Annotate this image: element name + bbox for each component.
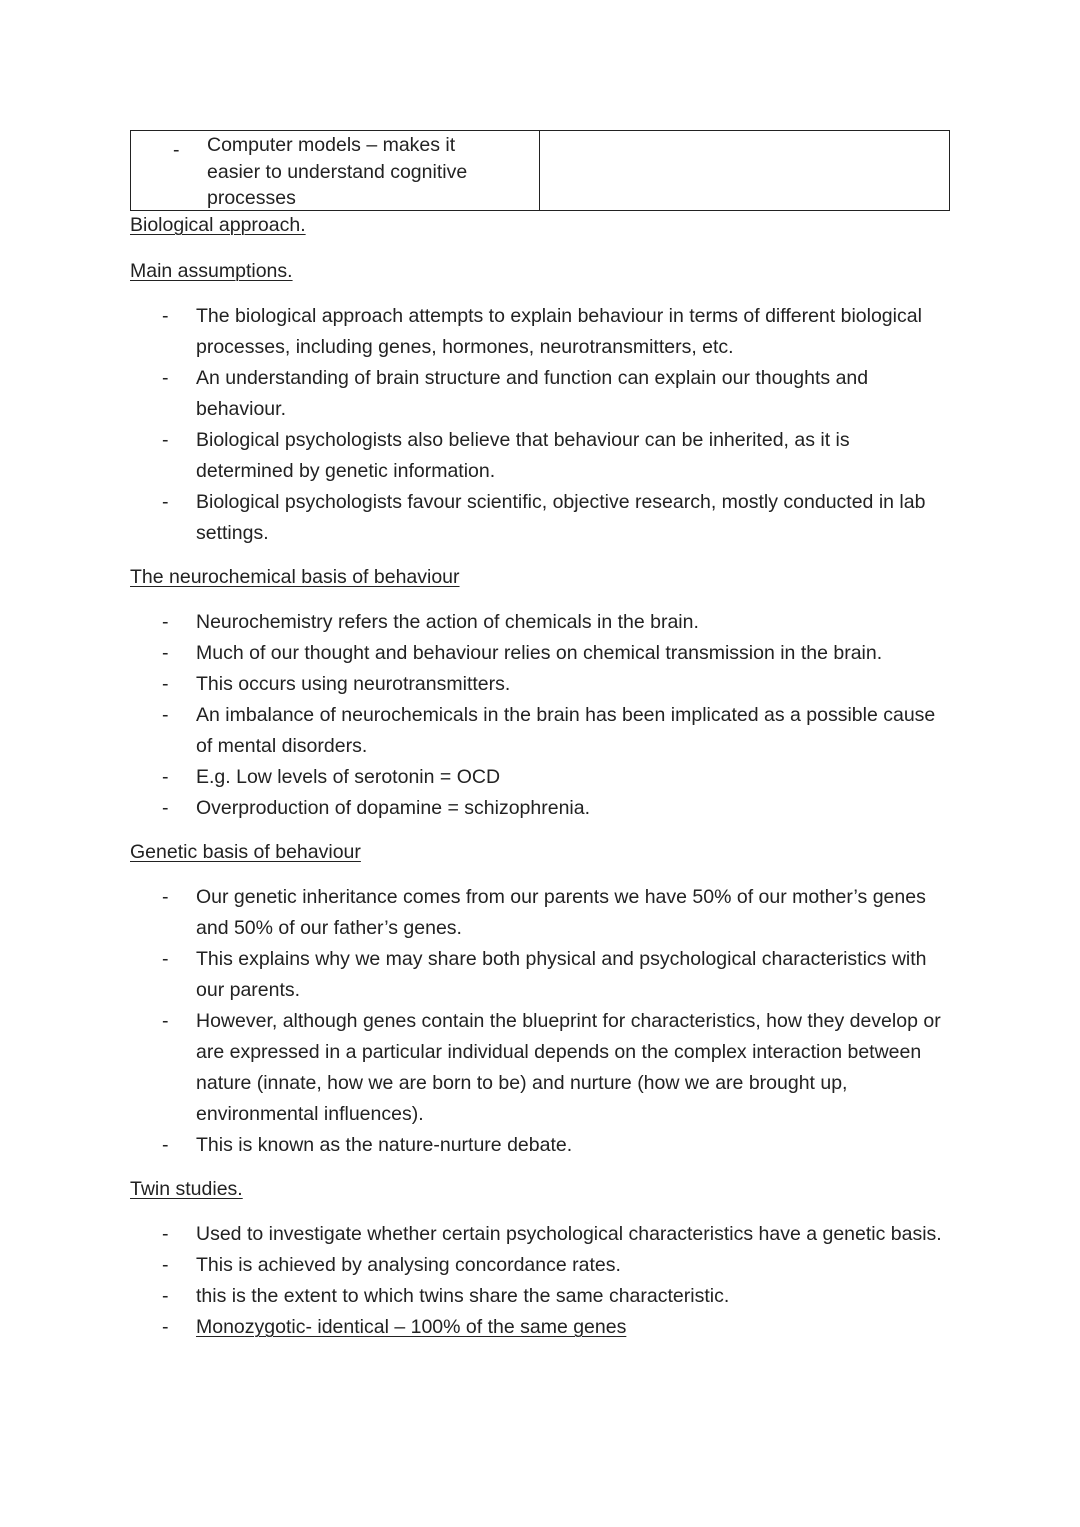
bullet-dash: -	[162, 704, 169, 726]
list-item-text: An understanding of brain structure and function can explain our thoughts and behaviour.	[196, 367, 869, 420]
bullet-dash: -	[162, 1223, 169, 1245]
twin-studies-list	[0, 1219, 1080, 1343]
list-item-text: Used to investigate whether certain psychological characteristics have a genetic basis.	[196, 1223, 942, 1245]
list-item-text: The biological approach attempts to explain behaviour in terms of different biological processes, including genes, hormones, neurotransmitters, etc.	[196, 305, 922, 358]
list-item	[0, 762, 1080, 793]
bullet-dash: -	[162, 766, 169, 788]
bullet-dash: -	[162, 305, 169, 327]
table-cell-right	[540, 131, 949, 210]
bullet-dash: -	[162, 429, 169, 451]
list-item-text: This is known as the nature-nurture debate.	[196, 1134, 573, 1156]
list-item-text: this is the extent to which twins share the same characteristic.	[196, 1285, 730, 1307]
list-item-text: An imbalance of neurochemicals in the brain has been implicated as a possible cause of mental disorders.	[196, 704, 936, 757]
list-item	[0, 700, 1080, 762]
bullet-dash: -	[162, 1010, 169, 1032]
list-item	[0, 1219, 1080, 1250]
list-item	[0, 944, 1080, 1006]
section-heading-twin-studies: Twin studies.	[130, 1178, 243, 1200]
table-cell-text: Computer models – makes it easier to understand cognitive processes	[207, 134, 468, 209]
list-item-text: Neurochemistry refers the action of chemicals in the brain.	[196, 611, 699, 633]
list-item	[0, 1281, 1080, 1312]
list-item-text: E.g. Low levels of serotonin = OCD	[196, 766, 501, 788]
neurochemical-list	[0, 607, 1080, 824]
continuation-table	[130, 130, 950, 211]
list-item-text: Overproduction of dopamine = schizophrenia.	[196, 797, 591, 819]
list-item	[0, 793, 1080, 824]
section-heading-neurochemical-basis: The neurochemical basis of behaviour	[130, 566, 460, 588]
bullet-dash: -	[162, 1285, 169, 1307]
bullet-dash: -	[162, 642, 169, 664]
section-heading-main-assumptions: Main assumptions.	[130, 260, 293, 282]
list-item	[0, 487, 1080, 549]
list-item	[0, 669, 1080, 700]
bullet-dash: -	[162, 1254, 169, 1276]
bullet-dash: -	[162, 491, 169, 513]
bullet-dash: -	[162, 1316, 169, 1338]
list-item-text: Our genetic inheritance comes from our parents we have 50% of our mother’s genes and 50% of our father’s genes.	[196, 886, 926, 939]
bullet-dash: -	[162, 673, 169, 695]
section-heading-genetic-basis: Genetic basis of behaviour	[130, 841, 361, 863]
list-item	[0, 1312, 1080, 1343]
bullet-dash: -	[162, 367, 169, 389]
bullet-dash: -	[162, 611, 169, 633]
list-item	[0, 363, 1080, 425]
list-item-text: Much of our thought and behaviour relies on chemical transmission in the brain.	[196, 642, 883, 664]
bullet-dash: -	[162, 948, 169, 970]
bullet-dash: -	[173, 139, 180, 161]
section-heading-biological-approach: Biological approach.	[130, 214, 306, 236]
bullet-dash: -	[162, 797, 169, 819]
list-item	[0, 425, 1080, 487]
list-item-text: Biological psychologists also believe that behaviour can be inherited, as it is determined by genetic information.	[196, 429, 850, 482]
list-item	[0, 1006, 1080, 1130]
list-item-text: This occurs using neurotransmitters.	[196, 673, 511, 695]
list-item-text: This explains why we may share both physical and psychological characteristics with our parents.	[196, 948, 927, 1001]
bullet-dash: -	[162, 1134, 169, 1156]
list-item-text: Biological psychologists favour scientific, objective research, mostly conducted in lab settings.	[196, 491, 926, 544]
list-item	[0, 1250, 1080, 1281]
table-cell-left	[131, 131, 540, 210]
list-item-text: Monozygotic- identical – 100% of the same genes	[196, 1316, 627, 1338]
bullet-dash: -	[162, 886, 169, 908]
list-item	[0, 607, 1080, 638]
list-item	[0, 1130, 1080, 1161]
main-assumptions-list	[0, 301, 1080, 549]
list-item-text: However, although genes contain the blueprint for characteristics, how they develop or are expressed in a particular individual depends on the complex interaction between nature (innate, how we are born to be) and nurture (how we are brought up, environmental influences).	[196, 1010, 941, 1125]
list-item-text: This is achieved by analysing concordance rates.	[196, 1254, 621, 1276]
list-item	[0, 882, 1080, 944]
list-item	[0, 638, 1080, 669]
list-item	[0, 301, 1080, 363]
genetic-list	[0, 882, 1080, 1161]
